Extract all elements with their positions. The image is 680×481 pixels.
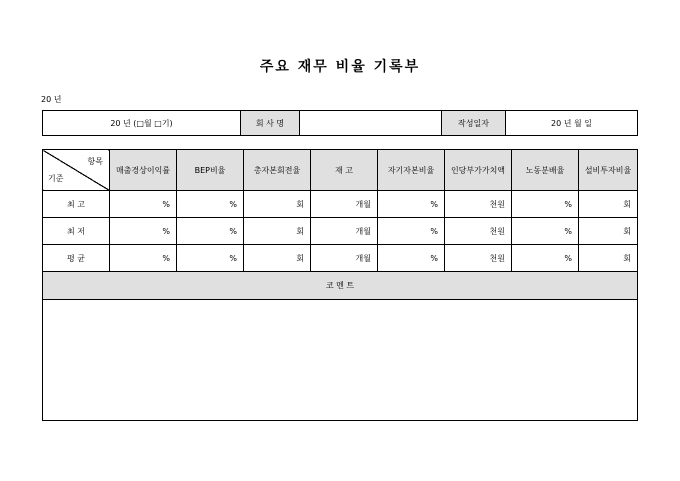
table-cell[interactable]: 천원: [445, 218, 512, 245]
table-cell[interactable]: 개월: [311, 191, 378, 218]
column-header: 설비투자비율: [579, 150, 638, 191]
table-cell[interactable]: %: [378, 191, 445, 218]
table-cell[interactable]: 회: [579, 218, 638, 245]
table-cell[interactable]: %: [378, 218, 445, 245]
header-item-label: 항목: [87, 157, 103, 166]
table-cell[interactable]: %: [512, 191, 579, 218]
column-header: 총자본회전율: [244, 150, 311, 191]
row-label: 평 균: [43, 245, 110, 272]
row-label: 최 고: [43, 191, 110, 218]
header-corner: [43, 150, 110, 191]
page-title: 주요 재무 비율 기록부: [259, 59, 421, 75]
table-cell[interactable]: %: [512, 218, 579, 245]
comment-area[interactable]: [43, 300, 638, 421]
table-cell[interactable]: 회: [244, 191, 311, 218]
table-cell[interactable]: 회: [579, 245, 638, 272]
comment-header: 코 멘 트: [43, 272, 638, 300]
year-line: 20 년: [41, 95, 62, 104]
table-cell[interactable]: %: [177, 218, 244, 245]
table-cell[interactable]: %: [110, 218, 177, 245]
column-header: 노동분배율: [512, 150, 579, 191]
header-basis-label: 기준: [48, 174, 64, 183]
table-cell[interactable]: %: [512, 245, 579, 272]
table-cell[interactable]: %: [177, 245, 244, 272]
table-row: [43, 245, 638, 272]
table-row: [43, 218, 638, 245]
table-cell[interactable]: %: [110, 191, 177, 218]
table-row: [43, 191, 638, 218]
column-header: 재 고: [311, 150, 378, 191]
column-header: BEP비율: [177, 150, 244, 191]
column-header: 인당부가가치액: [445, 150, 512, 191]
table-cell[interactable]: 회: [244, 218, 311, 245]
date-label: 작성일자: [442, 111, 506, 136]
info-table: [42, 110, 638, 136]
column-header: 자기자본비율: [378, 150, 445, 191]
table-cell[interactable]: %: [110, 245, 177, 272]
table-cell[interactable]: 회: [579, 191, 638, 218]
table-cell[interactable]: %: [177, 191, 244, 218]
company-label: 회 사 명: [241, 111, 300, 136]
table-cell[interactable]: 개월: [311, 218, 378, 245]
row-label: 최 저: [43, 218, 110, 245]
company-field[interactable]: [300, 111, 442, 136]
table-cell[interactable]: 천원: [445, 245, 512, 272]
table-cell[interactable]: 회: [244, 245, 311, 272]
ratio-table: [42, 149, 638, 421]
table-cell[interactable]: 천원: [445, 191, 512, 218]
column-header: 매출경상이익률: [110, 150, 177, 191]
period-field[interactable]: 20 년 (□월 □기): [43, 111, 241, 136]
date-field[interactable]: 20 년 월 일: [506, 111, 638, 136]
table-cell[interactable]: 개월: [311, 245, 378, 272]
table-cell[interactable]: %: [378, 245, 445, 272]
